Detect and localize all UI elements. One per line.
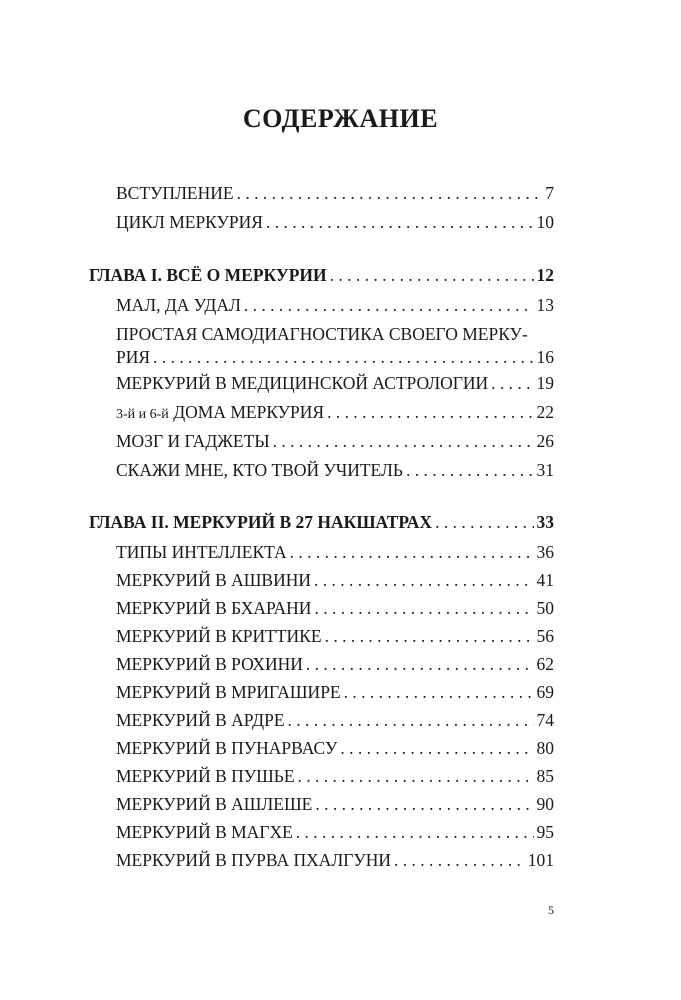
toc-entry[interactable]: [116, 764, 554, 788]
dot-leader: [296, 820, 534, 844]
toc-entry-page: 56: [536, 626, 554, 646]
toc-entry-page: 36: [536, 542, 554, 562]
toc-entry[interactable]: [116, 400, 554, 427]
toc-entry-title: ЦИКЛ МЕРКУРИЯ: [116, 212, 263, 232]
toc-entry-page: 80: [536, 738, 554, 758]
toc-entry-page: 101: [527, 850, 554, 870]
toc-entry-title-line1[interactable]: ПРОСТАЯ САМОДИАГНОСТИКА СВОЕГО МЕРКУ-: [116, 324, 528, 344]
toc-entry[interactable]: [116, 820, 554, 844]
toc-entry-title: СКАЖИ МНЕ, КТО ТВОЙ УЧИТЕЛЬ: [116, 460, 403, 480]
toc-entry-page: 10: [536, 212, 554, 232]
toc-entry-page: 74: [536, 710, 554, 730]
toc-entry-page: 7: [545, 183, 554, 203]
dot-leader: [394, 848, 525, 872]
toc-entry-title: МЕРКУРИЙ В ПУШЬЕ: [116, 766, 295, 786]
dot-leader: [406, 458, 534, 482]
page-title: СОДЕРЖАНИЕ: [242, 104, 439, 133]
dot-leader: [330, 263, 534, 287]
toc-entry-page: 22: [536, 402, 554, 422]
toc-entry-title: МЕРКУРИЙ В АРДРЕ: [116, 710, 285, 730]
toc-entry-page: 90: [536, 794, 554, 814]
toc-entry[interactable]: [116, 596, 554, 620]
toc-entry-title: МЕРКУРИЙ В МРИГАШИРЕ: [116, 682, 341, 702]
toc-entry[interactable]: [116, 371, 554, 395]
dot-leader: [327, 400, 533, 424]
toc-entry[interactable]: [116, 708, 554, 732]
toc-entry[interactable]: [116, 792, 554, 816]
toc-entry-title: ТИПЫ ИНТЕЛЛЕКТА: [116, 542, 287, 562]
toc-entry[interactable]: [116, 293, 554, 317]
toc-entry-title: ВСТУПЛЕНИЕ: [116, 183, 234, 203]
toc-entry-title: МЕРКУРИЙ В АШЛЕШЕ: [116, 794, 313, 814]
toc-entry-title: МЕРКУРИЙ В ПУРВА ПХАЛГУНИ: [116, 850, 392, 870]
dot-leader: [314, 568, 533, 592]
toc-chapter-page: 33: [536, 512, 554, 532]
dot-leader: [237, 181, 543, 205]
dot-leader: [491, 371, 533, 395]
toc-entry-title: МЕРКУРИЙ В РОХИНИ: [116, 654, 303, 674]
toc-entry-intro[interactable]: [116, 181, 554, 205]
dot-leader: [266, 210, 534, 234]
dot-leader: [344, 680, 534, 704]
toc-entry-page: 26: [536, 431, 554, 451]
toc-entry[interactable]: [116, 652, 554, 676]
toc-entry[interactable]: [116, 568, 554, 592]
dot-leader: [288, 708, 534, 732]
toc-entry-page: 85: [536, 766, 554, 786]
toc-entry-title-prefix: 3-й и 6-й: [116, 407, 169, 422]
toc-chapter-title: ГЛАВА I. ВСЁ О МЕРКУРИИ: [89, 265, 327, 285]
dot-leader: [340, 736, 533, 760]
toc-entry-page: 95: [536, 822, 554, 842]
dot-leader: [435, 510, 533, 534]
toc-entry-title: МЕРКУРИЙ В КРИТТИКЕ: [116, 626, 322, 646]
toc-entry-mercury-cycle[interactable]: [116, 210, 554, 234]
toc-entry-page: 41: [536, 570, 554, 590]
page-number: 5: [548, 903, 554, 917]
toc-entry-page: 62: [536, 654, 554, 674]
toc-entry-title: МЕРКУРИЙ В МАГХЕ: [116, 822, 293, 842]
toc-entry-title: МЕРКУРИЙ В ПУНАРВАСУ: [116, 738, 338, 758]
toc-entry[interactable]: [116, 736, 554, 760]
dot-leader: [298, 764, 534, 788]
toc-chapter-title: ГЛАВА II. МЕРКУРИЙ В 27 НАКШАТРАХ: [89, 512, 433, 532]
toc-entry-title-line2: РИЯ: [116, 347, 151, 367]
toc-entry[interactable]: [116, 680, 554, 704]
toc-entry-page: 31: [536, 460, 554, 480]
toc-entry[interactable]: [116, 429, 554, 453]
dot-leader: [290, 540, 534, 564]
toc-chapter-1[interactable]: [89, 263, 554, 287]
toc-entry-page: 13: [536, 295, 554, 315]
dot-leader: [315, 792, 533, 816]
toc-entry[interactable]: [116, 458, 554, 482]
dot-leader: [153, 345, 533, 369]
toc-entry-page: 69: [536, 682, 554, 702]
dot-leader: [306, 652, 534, 676]
toc-entry-title-main: ДОМА МЕРКУРИЯ: [173, 402, 325, 422]
dot-leader: [273, 429, 534, 453]
dot-leader: [244, 293, 534, 317]
toc-entry-page: 19: [536, 373, 554, 393]
dot-leader: [314, 596, 533, 620]
toc-entry-title: МЕРКУРИЙ В МЕДИЦИНСКОЙ АСТРОЛОГИИ: [116, 373, 489, 393]
toc-entry-title: МЕРКУРИЙ В БХАРАНИ: [116, 598, 312, 618]
toc-entry-title: МАЛ, ДА УДАЛ: [116, 295, 241, 315]
toc-entry-title: МЕРКУРИЙ В АШВИНИ: [116, 570, 312, 590]
toc-entry[interactable]: [116, 540, 554, 564]
toc-chapter-page: 12: [536, 265, 554, 285]
toc-entry[interactable]: [116, 624, 554, 648]
toc-entry-page: 50: [536, 598, 554, 618]
toc-chapter-2[interactable]: [89, 510, 554, 534]
toc-entry[interactable]: [116, 345, 554, 369]
toc-entry-title: МОЗГ И ГАДЖЕТЫ: [116, 431, 270, 451]
toc-entry-title: [116, 400, 324, 427]
dot-leader: [325, 624, 534, 648]
toc-entry-page: 16: [536, 347, 554, 367]
toc-entry[interactable]: [116, 848, 554, 872]
